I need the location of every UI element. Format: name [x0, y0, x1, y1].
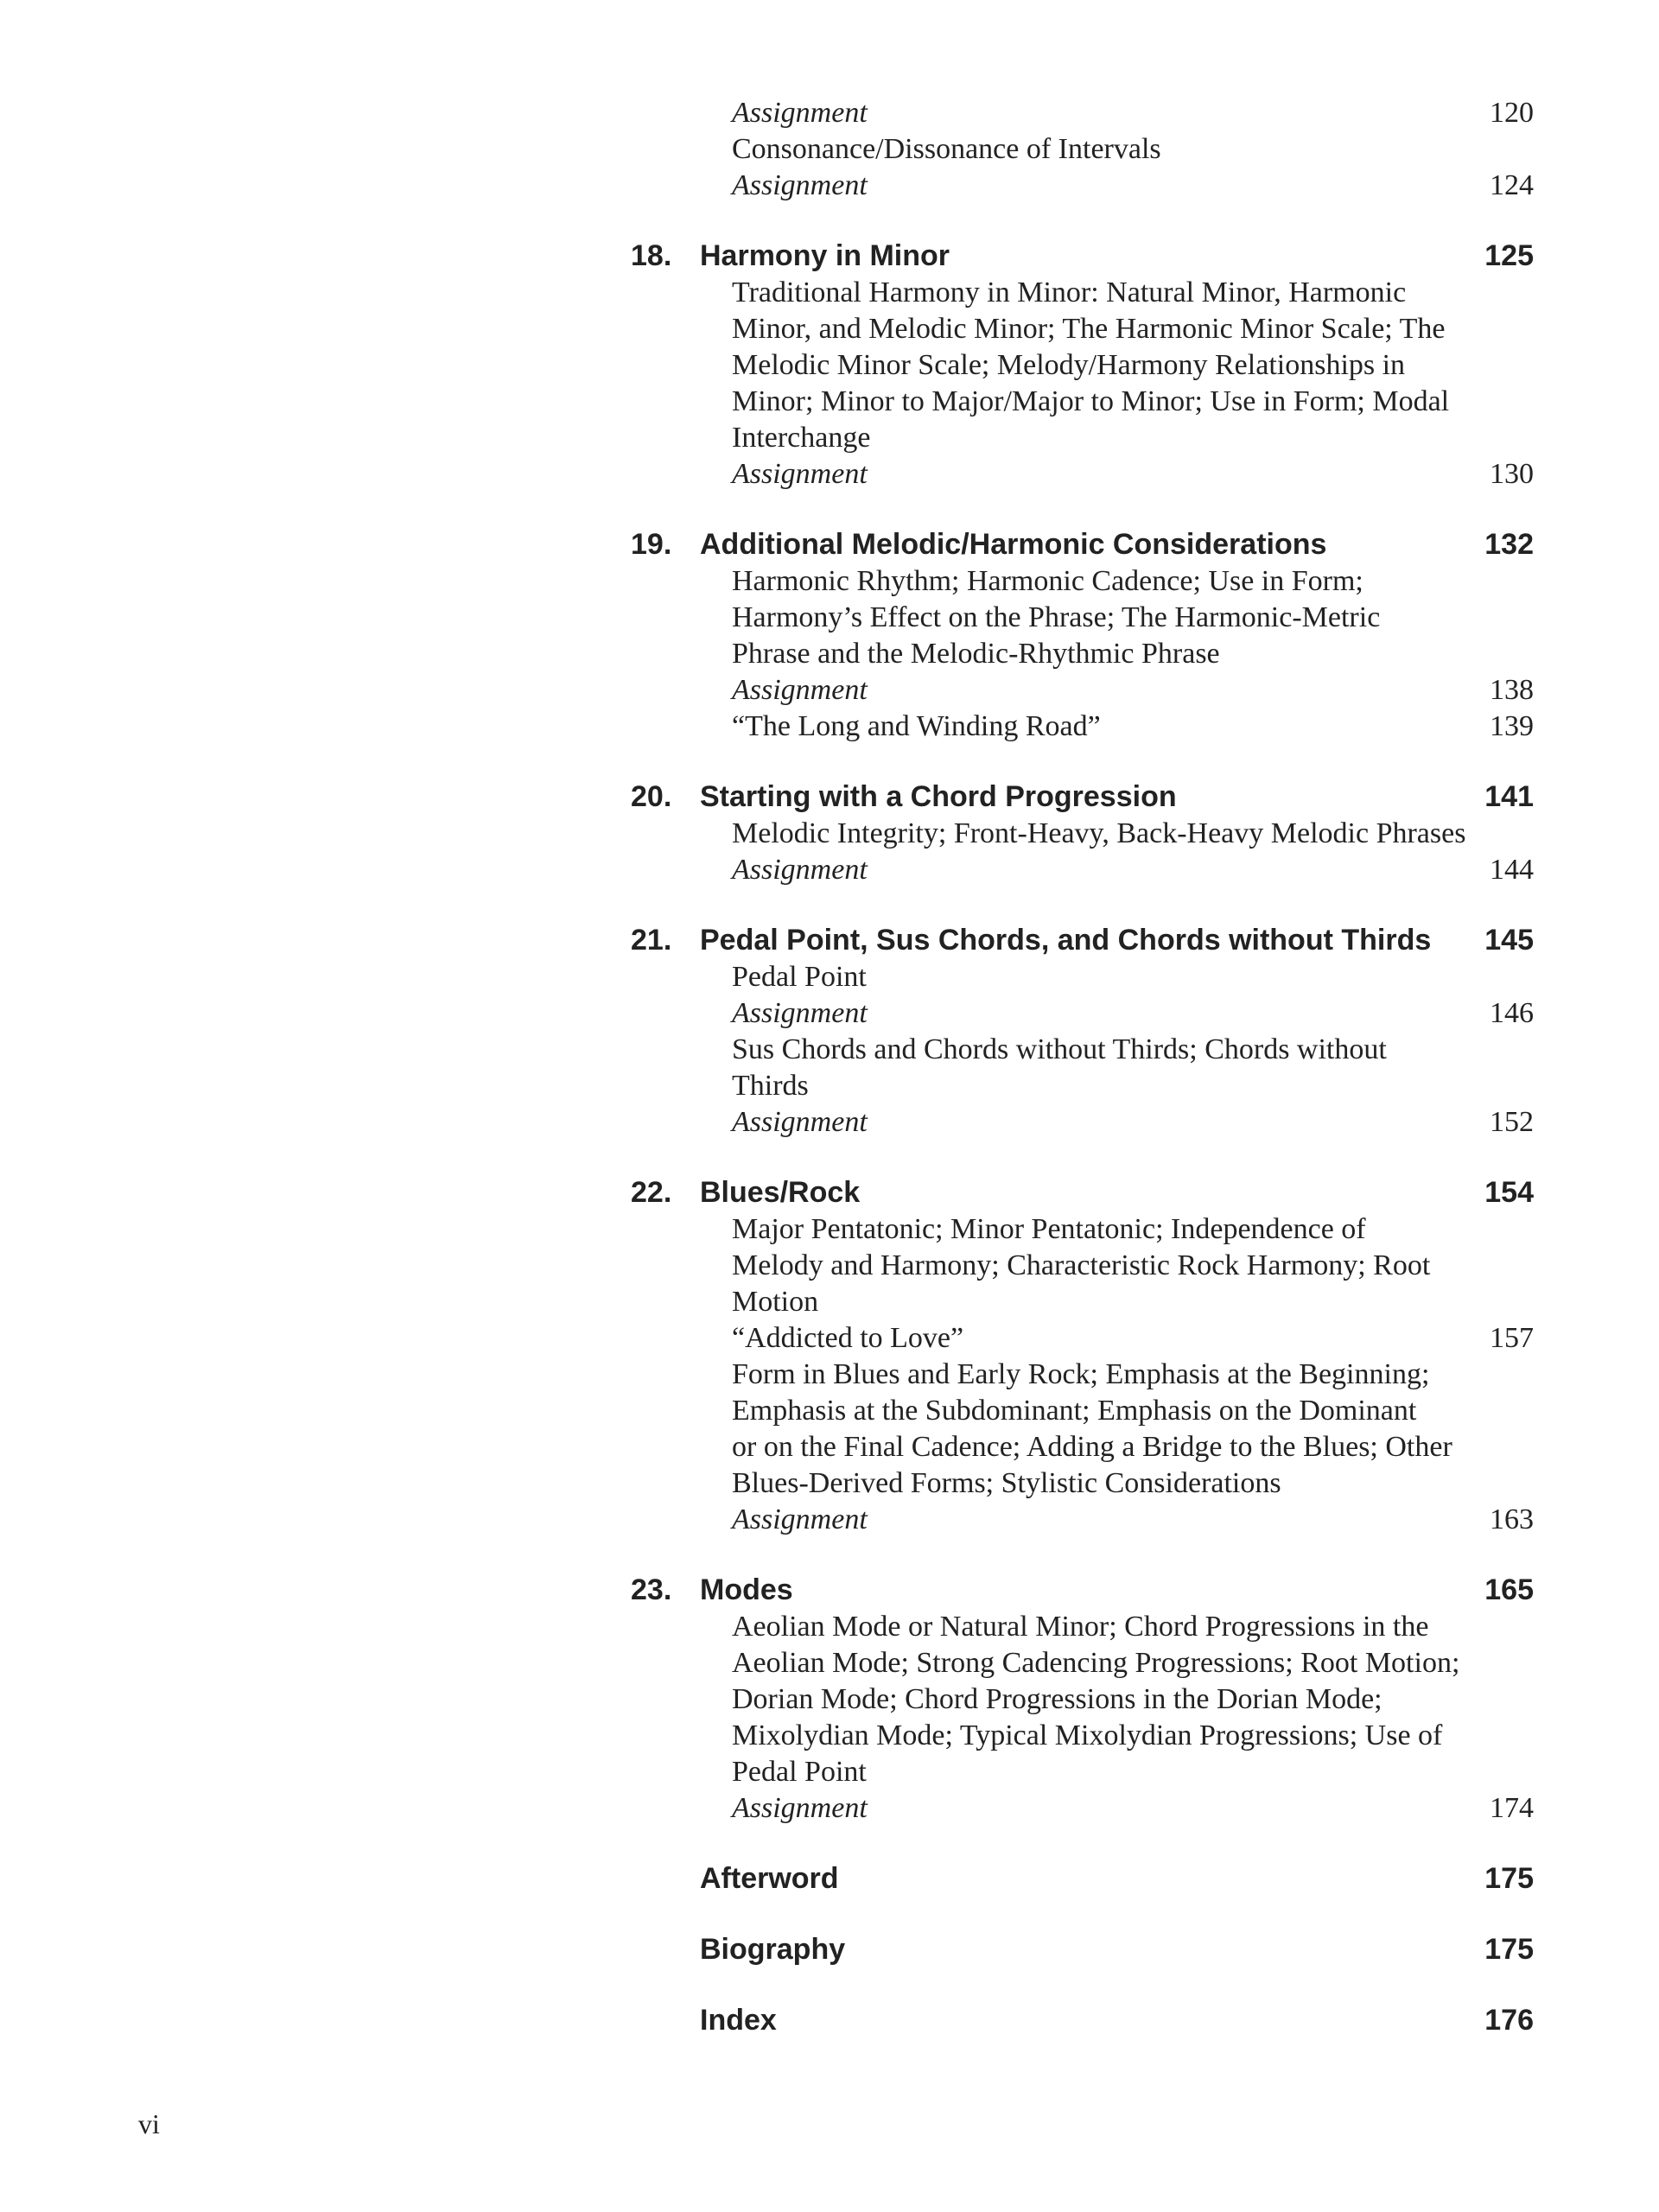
chapter-22 — [631, 1173, 1534, 1538]
toc-assignment-entry-page: 152 — [1490, 1106, 1534, 1138]
toc-description — [732, 275, 1534, 456]
chapter-number: 22. — [631, 1176, 672, 1209]
toc-assignment-entry-label: Assignment — [732, 1503, 868, 1535]
toc-assignment-entry-label: Assignment — [732, 997, 868, 1029]
toc-assignment-entry-page: 146 — [1490, 997, 1534, 1029]
toc-assignment-entry[interactable] — [631, 852, 1534, 888]
toc-assignment-entry-page: 174 — [1490, 1792, 1534, 1824]
chapter-heading[interactable] — [631, 921, 1534, 959]
toc-description-line: Melodic Integrity; Front-Heavy, Back-Heavy Melodic Phrases — [732, 817, 1466, 849]
chapter-23 — [631, 1571, 1534, 1827]
toc-song-entry-label: “Addicted to Love” — [732, 1322, 964, 1354]
back-matter-biography — [631, 1930, 1534, 1968]
toc-description — [732, 1357, 1534, 1502]
toc-assignment-entry-page: 138 — [1490, 674, 1534, 706]
toc-assignment-entry-page: 130 — [1490, 458, 1534, 490]
toc-assignment-entry-page: 120 — [1490, 97, 1534, 129]
toc-description-line: Melody and Harmony; Characteristic Rock Harmony; Root — [732, 1249, 1431, 1281]
toc-description — [732, 959, 1534, 995]
toc-song-entry-label: “The Long and Winding Road” — [732, 710, 1101, 742]
chapter-20 — [631, 778, 1534, 888]
toc-description-line: Mixolydian Mode; Typical Mixolydian Progressions; Use of — [732, 1719, 1443, 1751]
chapter-title: Additional Melodic/Harmonic Considerations — [700, 528, 1327, 561]
toc-assignment-entry[interactable] — [631, 995, 1534, 1032]
back-matter-heading[interactable] — [631, 1930, 1534, 1968]
chapter-heading[interactable] — [631, 525, 1534, 563]
toc-description-line: Harmony’s Effect on the Phrase; The Harmonic-Metric — [732, 601, 1381, 633]
chapter-number: 23. — [631, 1573, 672, 1606]
toc-assignment-entry-label: Assignment — [732, 674, 868, 706]
toc-assignment-entry[interactable] — [631, 1790, 1534, 1827]
back-matter-page: 175 — [1484, 1862, 1534, 1895]
chapter-title: Pedal Point, Sus Chords, and Chords without Thirds — [700, 924, 1432, 957]
toc-description-line: Blues-Derived Forms; Stylistic Considerations — [732, 1467, 1281, 1499]
toc-description — [732, 1032, 1534, 1104]
chapter-19 — [631, 525, 1534, 745]
toc-description — [732, 1609, 1534, 1790]
chapter-title: Blues/Rock — [700, 1176, 861, 1209]
toc-description — [732, 563, 1534, 672]
chapter-page: 165 — [1484, 1573, 1534, 1606]
toc-description-line: Dorian Mode; Chord Progressions in the Dorian Mode; — [732, 1683, 1382, 1715]
toc-assignment-entry[interactable] — [631, 95, 1534, 131]
toc-assignment-entry[interactable] — [631, 168, 1534, 204]
toc-description-line: Thirds — [732, 1070, 809, 1102]
toc-assignment-entry-label: Assignment — [732, 97, 868, 129]
toc-description-line: Pedal Point — [732, 961, 867, 993]
toc-song-entry[interactable] — [631, 709, 1534, 745]
toc-description-line: Sus Chords and Chords without Thirds; Chords without — [732, 1033, 1387, 1065]
toc-description-line: or on the Final Cadence; Adding a Bridge to the Blues; Other — [732, 1431, 1452, 1463]
toc-assignment-entry-page: 144 — [1490, 854, 1534, 886]
toc-description-line: Aeolian Mode; Strong Cadencing Progressions; Root Motion; — [732, 1647, 1460, 1679]
toc-song-entry-page: 139 — [1490, 710, 1534, 742]
back-matter-title: Index — [700, 2004, 777, 2037]
back-matter-title: Afterword — [700, 1862, 839, 1895]
toc-description-line: Traditional Harmony in Minor: Natural Minor, Harmonic — [732, 276, 1407, 308]
toc-assignment-entry[interactable] — [631, 1104, 1534, 1141]
chapter-heading[interactable] — [631, 1173, 1534, 1211]
toc-description-line: Minor; Minor to Major/Major to Minor; Use in Form; Modal — [732, 385, 1450, 417]
chapter-heading[interactable] — [631, 778, 1534, 816]
toc-topic[interactable] — [631, 131, 1534, 168]
chapter-18 — [631, 237, 1534, 493]
toc-description — [732, 1211, 1534, 1320]
chapter-heading[interactable] — [631, 237, 1534, 275]
toc-assignment-entry[interactable] — [631, 456, 1534, 493]
chapter-page: 145 — [1484, 924, 1534, 957]
toc-description-line: Aeolian Mode or Natural Minor; Chord Progressions in the — [732, 1611, 1429, 1643]
toc-assignment-entry[interactable] — [631, 672, 1534, 709]
back-matter-title: Biography — [700, 1933, 846, 1966]
chapter-page: 141 — [1484, 780, 1534, 813]
chapter-21 — [631, 921, 1534, 1141]
toc-description-line: Phrase and the Melodic-Rhythmic Phrase — [732, 638, 1220, 670]
toc-assignment-entry-label: Assignment — [732, 1106, 868, 1138]
toc-description-line: Motion — [732, 1286, 819, 1318]
toc-assignment-entry-label: Assignment — [732, 169, 868, 201]
chapter-number: 20. — [631, 780, 672, 813]
chapter-page: 132 — [1484, 528, 1534, 561]
chapter-number: 19. — [631, 528, 672, 561]
back-matter-index — [631, 2001, 1534, 2039]
toc-assignment-entry-page: 163 — [1490, 1503, 1534, 1535]
table-of-contents — [631, 95, 1534, 2039]
page-number: vi — [138, 2108, 160, 2139]
toc-description-line: Emphasis at the Subdominant; Emphasis on the Dominant — [732, 1395, 1417, 1427]
chapter-title: Harmony in Minor — [700, 239, 950, 272]
chapter-title: Modes — [700, 1573, 793, 1606]
toc-assignment-entry-label: Assignment — [732, 854, 868, 886]
back-matter-heading[interactable] — [631, 2001, 1534, 2039]
toc-song-entry-page: 157 — [1490, 1322, 1534, 1354]
toc-description-line: Harmonic Rhythm; Harmonic Cadence; Use in Form; — [732, 565, 1363, 597]
chapter-number: 18. — [631, 239, 672, 272]
chapter-page: 125 — [1484, 239, 1534, 272]
toc-description-line: Minor, and Melodic Minor; The Harmonic Minor Scale; The — [732, 313, 1446, 345]
chapter-heading[interactable] — [631, 1571, 1534, 1609]
back-matter-page: 175 — [1484, 1933, 1534, 1966]
back-matter-afterword — [631, 1859, 1534, 1897]
toc-description-line: Form in Blues and Early Rock; Emphasis at the Beginning; — [732, 1358, 1430, 1390]
toc-assignment-entry-page: 124 — [1490, 169, 1534, 201]
chapter-page: 154 — [1484, 1176, 1534, 1209]
toc-description-line: Pedal Point — [732, 1756, 867, 1788]
toc-song-entry[interactable] — [631, 1320, 1534, 1357]
toc-topic-label: Consonance/Dissonance of Intervals — [732, 133, 1161, 165]
toc-assignment-entry[interactable] — [631, 1502, 1534, 1538]
toc-description — [732, 816, 1534, 852]
back-matter-page: 176 — [1484, 2004, 1534, 2037]
toc-assignment-entry-label: Assignment — [732, 458, 868, 490]
chapter-title: Starting with a Chord Progression — [700, 780, 1177, 813]
chapter-number: 21. — [631, 924, 672, 957]
toc-description-line: Major Pentatonic; Minor Pentatonic; Independence of — [732, 1213, 1366, 1245]
back-matter-heading[interactable] — [631, 1859, 1534, 1897]
toc-assignment-entry-label: Assignment — [732, 1792, 868, 1824]
toc-description-line: Interchange — [732, 422, 871, 454]
toc-description-line: Melodic Minor Scale; Melody/Harmony Relationships in — [732, 349, 1406, 381]
